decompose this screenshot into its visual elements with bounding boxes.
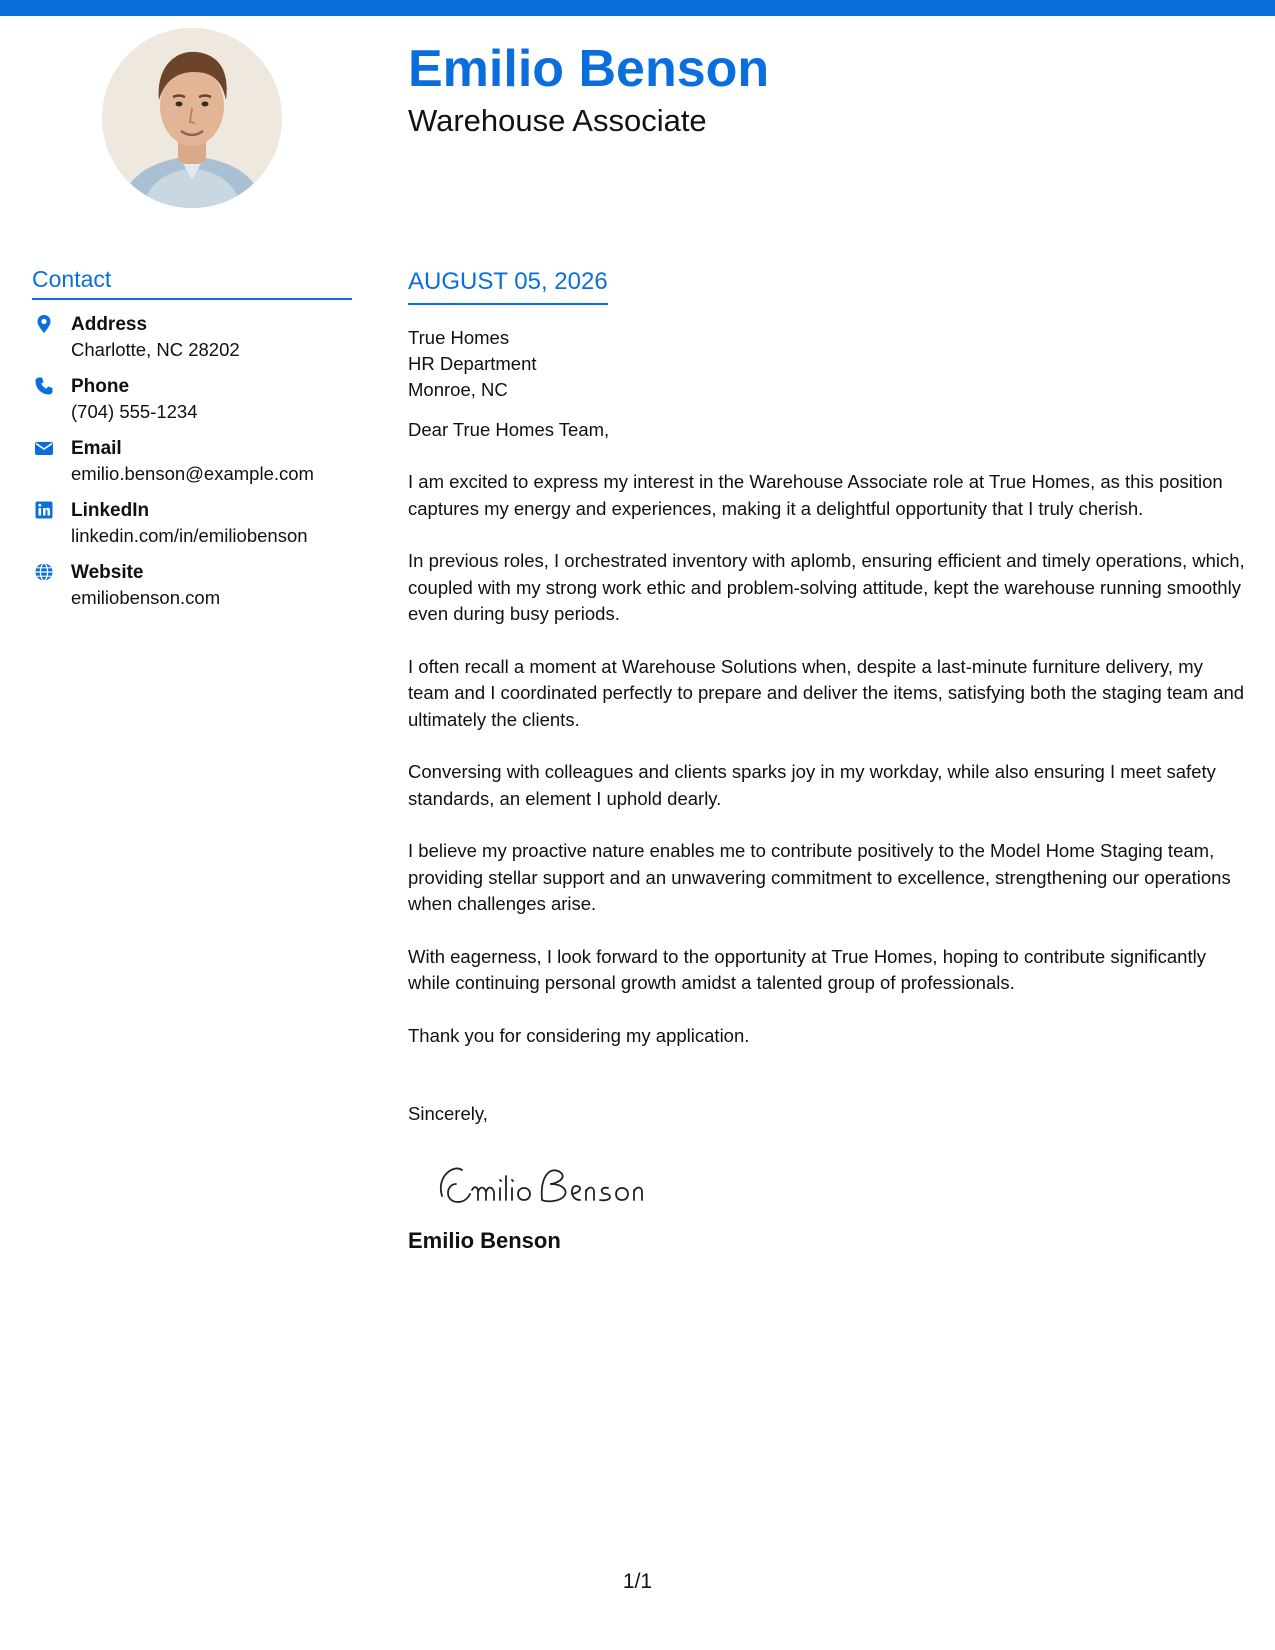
recipient-location: Monroe, NC (408, 378, 508, 400)
letter-date: AUGUST 05, 2026 (408, 268, 608, 305)
paragraph: Thank you for considering my application. (408, 1024, 750, 1046)
contact-value[interactable]: emiliobenson.com (71, 586, 221, 608)
contact-sidebar (32, 266, 352, 610)
contact-phone (32, 374, 352, 424)
contact-value[interactable]: emilio.benson@example.com (71, 462, 314, 484)
contact-heading: Contact (32, 266, 352, 300)
paragraph: I am excited to express my interest in the Warehouse Associate role at True Homes, as this position captures my energy and experiences, making it a delightful opportunity that I truly cherish. (408, 471, 1223, 519)
letter-body (408, 268, 1248, 1254)
salutation: Dear True Homes Team, (408, 418, 610, 440)
envelope-icon (34, 438, 54, 458)
linkedin-icon (34, 500, 54, 520)
location-pin-icon (34, 314, 54, 334)
contact-address (32, 312, 352, 362)
paragraph: In previous roles, I orchestrated inventory with aplomb, ensuring efficient and timely operations, which, coupled with my strong work ethic and problem-solving attitude, kept the warehouse running smoothly even during busy periods. (408, 550, 1245, 625)
globe-icon (34, 562, 54, 582)
paragraph: With eagerness, I look forward to the opportunity at True Homes, hoping to contribute significantly while continuing personal growth amidst a talented group of professionals. (408, 945, 1206, 994)
contact-label: Website (71, 561, 144, 583)
closing: Sincerely, (408, 1103, 488, 1125)
signer-name: Emilio Benson (408, 1227, 561, 1253)
contact-label: Address (71, 313, 148, 335)
recipient-department: HR Department (408, 352, 537, 374)
contact-label: Phone (71, 375, 130, 397)
page-number: 1/1 (622, 1570, 653, 1593)
handwritten-signature (432, 1156, 1248, 1216)
paragraph: Conversing with colleagues and clients sparks joy in my workday, while also ensuring I meet safety standards, an element I uphold dearly. (408, 761, 1216, 809)
contact-website (32, 560, 352, 610)
contact-value[interactable]: linkedin.com/in/emiliobenson (71, 524, 308, 546)
paragraph: I believe my proactive nature enables me to contribute positively to the Model Home Staging team, providing stellar support and an unwavering commitment to excellence, strengthening our operations when challenges arise. (408, 840, 1231, 915)
job-title: Warehouse Associate (408, 103, 707, 138)
contact-email (32, 436, 352, 486)
applicant-name: Emilio Benson (408, 40, 770, 98)
contact-value: Charlotte, NC 28202 (71, 338, 240, 360)
top-accent-bar (0, 0, 1275, 16)
phone-icon (34, 376, 54, 396)
contact-label: LinkedIn (71, 499, 150, 521)
recipient-block (408, 325, 1248, 403)
contact-label: Email (71, 437, 122, 459)
contact-value: (704) 555-1234 (71, 400, 198, 422)
contact-linkedin (32, 498, 352, 548)
recipient-company: True Homes (408, 326, 510, 348)
avatar (102, 28, 282, 208)
paragraph: I often recall a moment at Warehouse Solutions when, despite a last-minute furniture delivery, my team and I coordinated perfectly to prepare and deliver the items, satisfying both the staging team and ultimately the clients. (408, 655, 1245, 730)
